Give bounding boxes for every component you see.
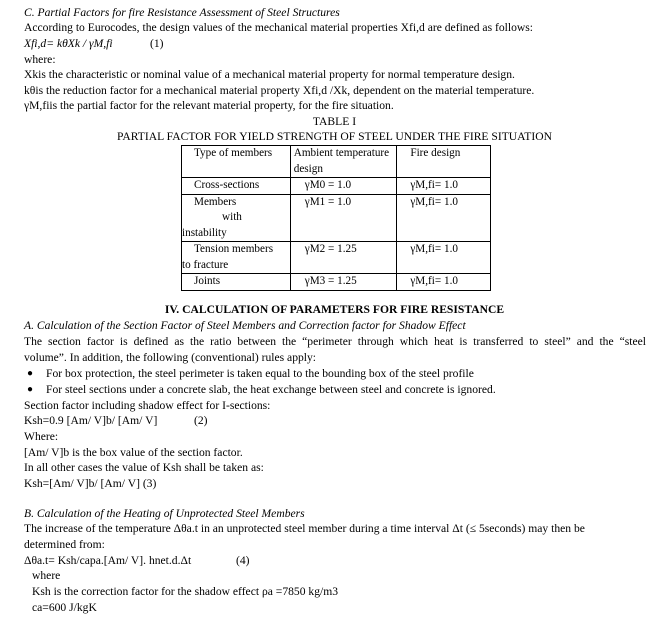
ca-value: ca=600 J/kgK <box>32 601 97 614</box>
cell-fire-factor: γM,fi= 1.0 <box>397 242 491 274</box>
equation-3: Ksh=[Am/ V]b/ [Am/ V] (3) <box>24 477 157 490</box>
table-row <box>182 274 491 291</box>
cell-ambient-factor: γM3 = 1.25 <box>290 274 397 291</box>
cell-fire-factor: γM,fi= 1.0 <box>397 274 491 291</box>
equation-4: Δθa.t= Ksh/capa.[Am/ V]. hnet.d.Δt <box>24 554 192 567</box>
definition-xk: Xkis the characteristic or nominal value of a mechanical material property for normal temperature design. <box>24 68 515 81</box>
definition-box-value: [Am/ V]b is the box value of the section factor. <box>24 446 243 459</box>
cell-member-type-line1: Tension members <box>194 243 274 255</box>
partial-factor-table <box>181 145 491 291</box>
other-cases-line: In all other cases the value of Ksh shall be taken as: <box>24 461 264 474</box>
section-c-intro: According to Eurocodes, the design values of the mechanical material properties Xfi,d are defined as follows: <box>24 21 533 34</box>
header-ambient-line2: design <box>293 162 323 175</box>
table-header-row <box>182 146 491 178</box>
table-row <box>182 242 491 274</box>
paragraph-1-line-1: The section factor is defined as the ratio between the “perimeter through which heat is transferred to steel” and the “steel <box>24 335 646 348</box>
header-type-of-members: Type of members <box>182 146 291 178</box>
equation-1-number: (1) <box>150 37 164 50</box>
equation-2-number: (2) <box>194 414 208 427</box>
table-label: TABLE I <box>312 115 357 128</box>
equation-2: Ksh=0.9 [Am/ V]b/ [Am/ V] <box>24 414 158 427</box>
where-label: where: <box>24 53 56 66</box>
section-iv-heading: IV. CALCULATION OF PARAMETERS FOR FIRE RESISTANCE <box>164 303 505 316</box>
definition-ktheta: kθis the reduction factor for a mechanical material property Xfi,d /Xk, dependent on the material temperature. <box>24 84 535 97</box>
cell-member-type-line3: instability <box>182 226 227 239</box>
table-caption: PARTIAL FACTOR FOR YIELD STRENGTH OF STEEL UNDER THE FIRE SITUATION <box>117 130 552 143</box>
bullet-item-concrete-slab: For steel sections under a concrete slab, the heat exchange between steel and concrete is ignored. <box>46 383 496 396</box>
paragraph-2-line-2: determined from: <box>24 538 105 551</box>
table-row <box>182 178 491 195</box>
section-c-heading: C. Partial Factors for fire Resistance Assessment of Steel Structures <box>24 6 340 19</box>
bullet-dot: ● <box>27 368 34 379</box>
bullet-dot: ● <box>27 384 34 395</box>
header-fire-design: Fire design <box>397 146 491 178</box>
cell-member-type <box>182 242 291 274</box>
ksh-definition: Ksh is the correction factor for the shadow effect ρa =7850 kg/m3 <box>32 585 339 598</box>
paragraph-1-line-2: volume”. In addition, the following (conventional) rules apply: <box>24 351 317 364</box>
equation-4-number: (4) <box>236 554 250 567</box>
bullet-item-box-protection: For box protection, the steel perimeter is taken equal to the bounding box of the steel profile <box>46 367 474 380</box>
cell-member-type: Cross-sections <box>182 178 291 195</box>
subsection-a-heading: A. Calculation of the Section Factor of Steel Members and Correction factor for Shadow Effect <box>24 319 466 332</box>
table-row <box>182 194 491 242</box>
where-label-3: where <box>32 569 61 582</box>
cell-ambient-factor: γM2 = 1.25 <box>290 242 397 274</box>
paragraph-2-line-1: The increase of the temperature Δθa.t in an unprotected steel member during a time interval Δt (≤ 5seconds) may then be <box>24 522 585 535</box>
cell-member-type <box>182 194 291 242</box>
where-label-2: Where: <box>24 430 59 443</box>
cell-fire-factor: γM,fi= 1.0 <box>397 178 491 195</box>
cell-ambient-factor: γM0 = 1.0 <box>290 178 397 195</box>
definition-gamma-mfi: γM,fiis the partial factor for the relevant material property, for the fire situation. <box>24 99 394 112</box>
equation-1: Xfi,d= kθXk / γM,fi <box>24 37 113 50</box>
header-ambient-temperature <box>290 146 397 178</box>
cell-ambient-factor: γM1 = 1.0 <box>290 194 397 242</box>
subsection-b-heading: B. Calculation of the Heating of Unprotected Steel Members <box>24 507 305 520</box>
cell-member-type-line1: Members <box>194 195 237 208</box>
cell-member-type-line2: to fracture <box>182 258 229 271</box>
section-factor-line: Section factor including shadow effect for I-sections: <box>24 399 271 412</box>
cell-fire-factor: γM,fi= 1.0 <box>397 194 491 242</box>
cell-member-type: Joints <box>182 274 291 291</box>
cell-member-type-line2: with <box>222 211 242 223</box>
header-ambient-line1: Ambient temperature <box>293 147 390 159</box>
